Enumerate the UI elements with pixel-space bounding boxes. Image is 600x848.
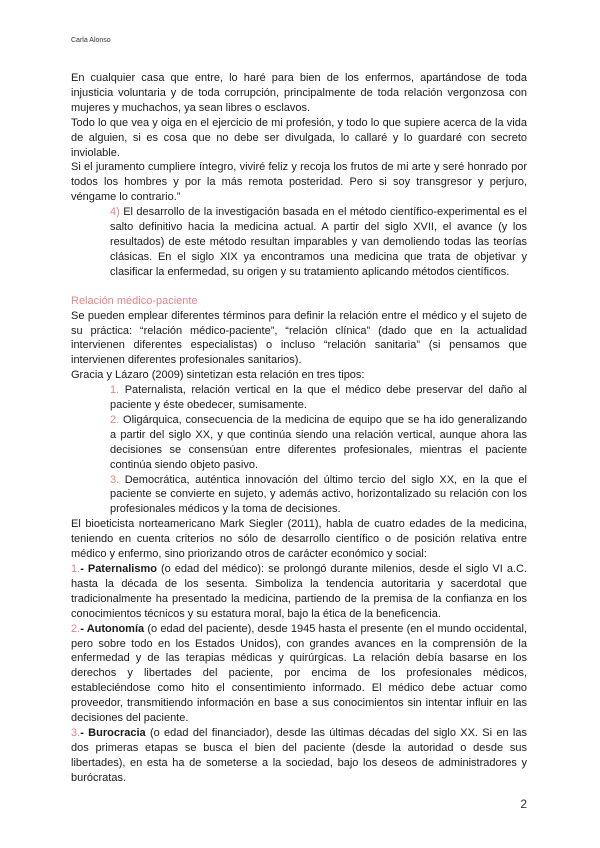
list-number: 3. [71,726,81,739]
paragraph: Se pueden emplear diferentes términos para definir la relación entre el médico y el sujeto de su práctica: “relación médico-paciente”, “relación clínica” (dado que en la actualidad intervienen diferentes especialistas) o incluso “relación sanitaria” (si pensamos que intervienen diferentes profesionales sanitarios). [71,309,527,367]
list-number: 3. [110,473,120,486]
age-item-2 [71,622,527,726]
age-title: - Paternalismo [80,563,157,575]
age-title: - Burocracia [80,726,146,739]
list-text: El desarrollo de la investigación basada en el método científico-experimental es el salto definitivo hacia la medicina actual. A partir del siglo XVII, el avance (y los resultados) de este método resultan imparables y van demoliendo todas las teorías clásicas. En el siglo XIX ya encontramos una medicina que trata de objetivar y clasificar la enfermedad, su origen y su tratamiento aplicando métodos científicos. [110,206,527,278]
list-number: 2. [71,622,81,635]
age-text: (o edad del financiador), desde las últimas décadas del siglo XX. Si en las dos primeras etapas se busca el bien del paciente (desde la autoridad o desde sus libertades), en esta ha de someterse a la sociedad, bajo los deseos de administradores y burócratas. [71,726,527,784]
section-heading: Relación médico-paciente [71,294,198,307]
age-item-1 [71,562,527,622]
list-number: 1. [110,384,120,397]
paragraph: Si el juramento cumpliere íntegro, viviré feliz y recoja los frutos de mi arte y seré honrado por todos los hombres y por la más remota posteridad. Pero si soy transgresor y perjuro, véngame lo contrario.” [71,161,527,204]
document-body [71,71,527,786]
type-item-2 [71,413,527,473]
age-text: (o edad del paciente), desde 1945 hasta el presente (en el mundo occidental, pero sobre todo en los Estados Unidos), con grandes avances en la comprensión de la enfermedad y de las terapias médicas y quirúrgicas. La relación debía basarse en los derechos y libertades del paciente, por encima de los profesionales médicos, estableciéndose como hito el consentimiento informado. El médico debe actuar como proveedor, transmitiendo información en base a sus conocimientos sin intentar influir en las decisiones del paciente. [71,622,528,725]
header-author: Carla Alonso [71,37,111,44]
type-item-3 [71,473,527,518]
list-text: Paternalista, relación vertical en la que el médico debe preservar del daño al paciente y éste obedecer, sumisamente. [110,384,527,412]
paragraph: En cualquier casa que entre, lo haré para bien de los enfermos, apartándose de toda injusticia voluntaria y de toda corrupción, principalmente de toda relación vergonzosa con mujeres y muchachos, ya sean libres o esclavos. [71,72,527,114]
list-text: Democrática, auténtica innovación del último tercio del siglo XX, en la que el paciente se convierte en sujeto, y además activo, horizontalizado su relación con los profesionales médicos y la toma de decisiones. [110,473,527,516]
list-text: Oligárquica, consecuencia de la medicina de equipo que se ha ido generalizando a partir del siglo XX, y que continúa siendo una relación vertical, aunque ahora las decisiones se consensúan entre diferentes profesionales, mientras el paciente continúa siendo objeto pasivo. [110,413,527,471]
paragraph: Todo lo que vea y oiga en el ejercicio de mi profesión, y todo lo que supiere acerca de la vida de alguien, si es cosa que no debe ser divulgada, lo callaré y lo guardaré con secreto inviolable. [71,116,527,159]
page-number: 2 [520,797,527,811]
paragraph: El bioeticista norteamericano Mark Siegler (2011), habla de cuatro edades de la medicina, teniendo en cuenta criterios no sólo de desarrollo científico o de posición relativa entre médico y enfermo, sino priorizando otros de carácter económico y social: [71,518,527,561]
list-number: 4) [110,206,120,219]
type-item-1 [71,383,527,413]
list-number: 2. [110,413,120,426]
list-number: 1. [71,563,81,575]
paragraph: Gracia y Lázaro (2009) sintetizan esta relación en tres tipos: [71,369,365,382]
age-title: - Autonomía [80,622,145,635]
age-text: (o edad del médico): se prolongó durante milenios, desde el siglo VI a.C. hasta la década de los sesenta. Simboliza la tendencia autoritaria y sacerdotal que tradicionalmente ha presentado la medicina, partiendo de la premisa de la confianza en los conocimientos técnicos y su estatura moral, bajo la ética de la beneficencia. [71,563,527,620]
list-item-4 [71,205,527,280]
age-item-3 [71,726,527,786]
